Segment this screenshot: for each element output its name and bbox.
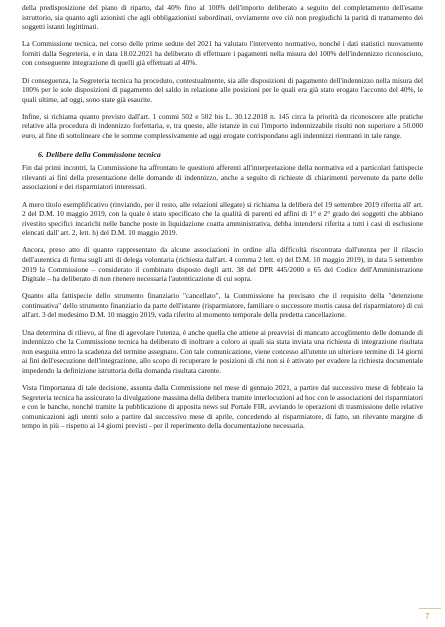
paragraph: Di conseguenza, la Segreteria tecnica ha proceduto, contestualmente, sia alle disposizioni di pagamento dell'indennizzo nella misura del 100% per le sole disposizioni di pagamento del saldo in relazione alle posizioni per le quali era già stato erogato l'acconto del 40%, le quali ultime, ad oggi, sono state già esaurite. [22, 75, 423, 104]
document-body [22, 3, 423, 438]
paragraph: Una determina di rilievo, al fine di agevolare l'utenza, è anche quella che attiene ai preavvisi di mancato accoglimento delle domande di indennizzo che la Commissione tecnica ha deliberato di inoltrare a coloro ai quali sia stata inviata una richiesta di integrazione risultata non eseguita entro la scadenza del termine assegnato. Con tale comunicazione, viene concesso all'utente un ulteriore termine di 14 giorni ai fini dell'esecuzione dell'integrazione, allo scopo di recuperare le posizioni di chi non si è attivato per evadere la richiesta documentale impedendo la definizione istruttoria della domanda risultata carente. [22, 327, 423, 375]
paragraph: della predisposizione del piano di riparto, dal 40% fino al 100% dell'importo deliberato a seguito del completamento dell'esame istruttorio, sia quanto agli azionisti che agli obbligazionisti subordinati, ovviamente ove ciò non pregiudichi la parità di trattamento dei soggetti istanti legittimati. [22, 3, 423, 32]
paragraph: Ancora, preso atto di quanto rappresentato da alcune associazioni in ordine alla difficoltà riscontrata dall'utenza per il rilascio dell'autentica di firma sugli atti di delega volontaria (richiesta dall'art. 4 comma 2 lett. e) del D.M. 10 maggio 2019), in data 5 settembre 2019 la Commissione – considerato il combinato disposto degli artt. 38 del DPR 445/2000 e 65 del Codice dell'Amministrazione Digitale – ha deliberato di non ritenere necessaria l'autenticazione di cui sopra. [22, 245, 423, 284]
paragraph: Vista l'importanza di tale decisione, assunta dalla Commissione nel mese di gennaio 2021, a partire dal successivo mese di febbraio la Segreteria tecnica ha assicurato la divulgazione massima della delibera tramite interlocuzioni ad hoc con le associazioni dei risparmiatori e con le banche, nonché tramite la pubblicazione di apposita news sul Portale FIR, avviando le operazioni di trasmissione delle relative comunicazioni agli utenti solo a partire dal successivo mese di aprile, concedendo al risparmiatore, di fatto, un rilevante margine di tempo in più – rispetto ai 14 giorni previsti - per il reperimento della documentazione necessaria. [22, 383, 423, 431]
paragraph: Quanto alla fattispecie dello strumento finanziario "cancellato", la Commissione ha precisato che il requisito della "detenzione continuativa" dello strumento finanziario da parte dell'istante (risparmiatore, familiare o successore mortis causa del risparmiatore) di cui all'art. 3 del medesimo D.M. 10 maggio 2019, vada riferito al momento temporale della predetta cancellazione. [22, 291, 423, 320]
page-number: 7 [425, 612, 430, 621]
footer-divider [419, 608, 441, 609]
paragraph: A mero titolo esemplificativo (rinviando, per il resto, alle relazioni allegate) si richiama la delibera del 19 settembre 2019 riferita all' art. 2 del D.M. 10 maggio 2019, con la quale è stato specificato che la qualità di parenti ed affini di 1° e 2° grado dei soggetti che abbiano rivestito specifici incarichi nelle banche poste in liquidazione coatta amministrativa, debba intendersi riferita a tutti i casi di esclusione elencati dall' art. 2, lett. h) del D.M. 10 maggio 2019. [22, 199, 423, 238]
paragraph: La Commissione tecnica, nel corso delle prime sedute del 2021 ha valutato l'intervento normativo, nonché i dati statistici nuovamente forniti dalla Segreteria, e in data 18.02.2021 ha deliberato di effettuare i pagamenti nella misura del 100% dell'indennizzo riconosciuto, con conseguente integrazione di quelli già effettuati al 40%. [22, 39, 423, 68]
paragraph: Infine, si richiama quanto previsto dall'art. 1 commi 502 e 502 bis L. 30.12.2018 n. 145 circa la priorità da riconoscere alle pratiche relative alla procedura di indennizzo forfettaria, e, tra queste, alle istanze in cui l'importo indennizzabile risulti non superiore a 50.000 euro, al fine di sottolineare che le somme complessivamente ad oggi erogate corrispondano agli indennizzi rientranti in tale range. [22, 111, 423, 141]
section-heading: 6. Delibere della Commissione tecnica [38, 149, 161, 159]
paragraph: Fin dai primi incontri, la Commissione ha affrontato le questioni afferenti all'interpretazione della normativa ed a particolari fattispecie rilevanti ai fini della presentazione delle domande di indennizzo, anche a seguito di richieste di chiarimenti pervenute da parte delle associazioni e dei risparmiatori interessati. [22, 163, 423, 192]
